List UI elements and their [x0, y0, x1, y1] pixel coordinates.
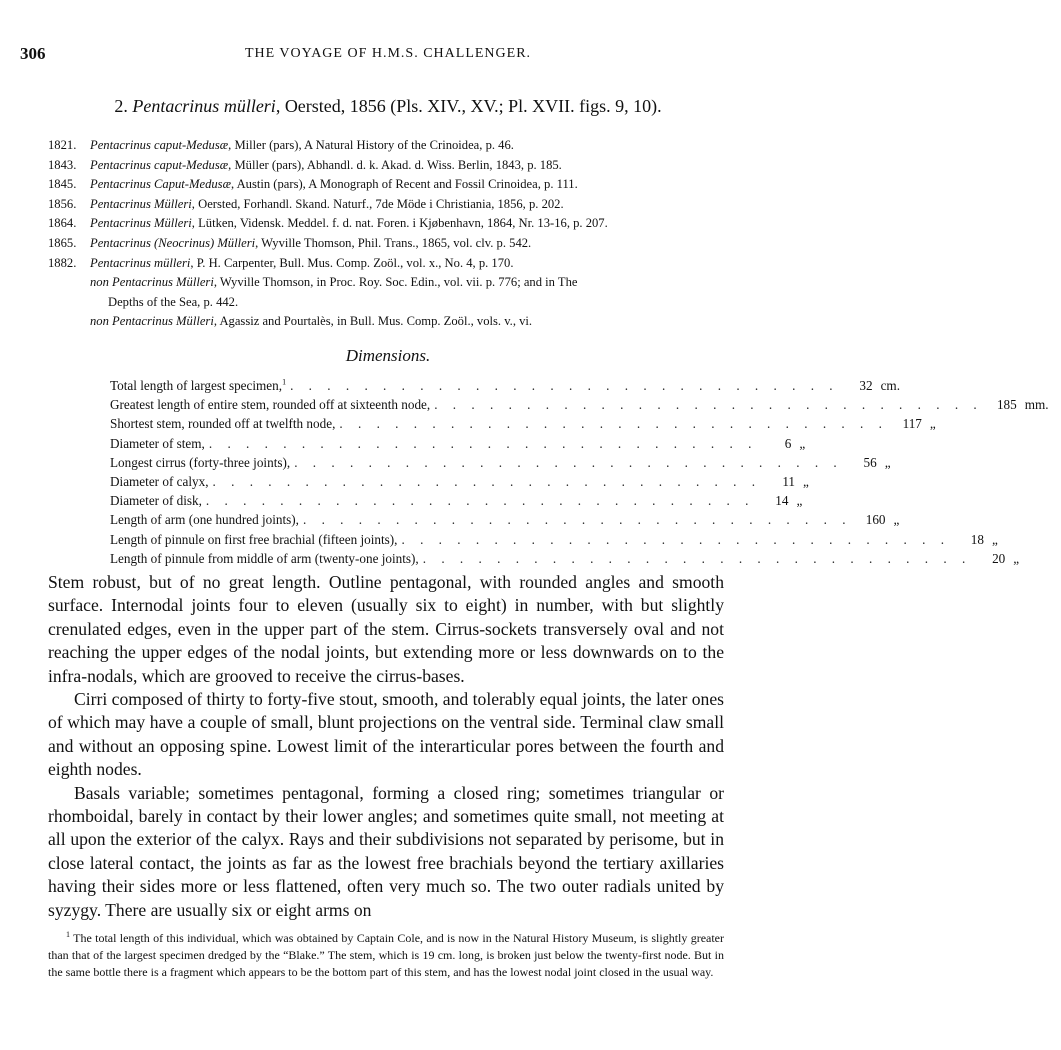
leader-dots: . . . . . . . . . . . . . . . . . . . . . . . . . . . . . . — [205, 493, 755, 509]
dimension-label: Longest cirrus (forty-three joints), — [110, 454, 291, 470]
leader-dots: . . . . . . . . . . . . . . . . . . . . . . . . . . . . . . — [401, 531, 950, 547]
synonymy-entry — [48, 156, 748, 176]
dimension-row — [110, 414, 936, 433]
synonymy-year: 1821. — [48, 138, 77, 152]
dimension-label: Diameter of disk, — [110, 493, 202, 509]
dimension-unit: „ — [929, 416, 936, 432]
dimension-value: 160 — [865, 512, 886, 528]
dimension-row — [110, 395, 1049, 414]
synonymy-taxon: Pentacrinus Mülleri — [90, 216, 192, 231]
running-head: THE VOYAGE OF H.M.S. CHALLENGER. — [244, 46, 532, 61]
dimension-label: Length of pinnule on first free brachial (fifteen joints), — [110, 531, 398, 547]
synonymy-list — [48, 136, 748, 332]
synonymy-reference-continued: Depths of the Sea, p. 442. — [108, 294, 239, 309]
species-name: Pentacrinus mülleri — [132, 96, 276, 116]
synonymy-taxon: Pentacrinus (Neocrinus) Mülleri — [90, 235, 256, 250]
synonymy-taxon: Pentacrinus caput-Medusæ — [90, 138, 229, 152]
synonymy-taxon: Pentacrinus caput-Medusæ — [90, 157, 229, 172]
dimension-unit: „ — [803, 474, 809, 490]
synonymy-taxon: Pentacrinus mülleri — [90, 255, 191, 270]
dimension-unit: „ — [799, 435, 806, 451]
synonymy-entry — [48, 234, 748, 254]
synonymy-year: 1845. — [48, 177, 77, 192]
synonymy-reference: , Müller (pars), Abhandl. d. k. Akad. d. Wiss. Berlin, 1843, p. 185. — [228, 157, 562, 172]
footnote — [48, 930, 724, 981]
dimension-row — [110, 549, 1020, 568]
synonymy-reference: , Miller (pars), A Natural History of the Crinoidea, p. 46. — [228, 138, 514, 152]
dimension-value: 32 — [859, 378, 873, 393]
non-prefix: non — [90, 275, 113, 290]
synonymy-entry — [48, 136, 748, 156]
dimension-value: 56 — [863, 454, 877, 470]
dimension-label: Length of arm (one hundred joints), — [110, 512, 299, 528]
dimension-value: 18 — [970, 531, 984, 547]
synonymy-reference: , Austin (pars), A Monograph of Recent and Fossil Crinoidea, p. 111. — [230, 177, 578, 192]
dimension-unit: mm. — [1024, 397, 1049, 413]
dimension-unit: „ — [991, 531, 998, 547]
dimension-value: 20 — [992, 550, 1006, 566]
synonymy-reference: , Lütken, Vidensk. Meddel. f. d. nat. Foren. i Kjøbenhavn, 1864, Nr. 13-16, p. 207. — [191, 216, 608, 231]
dimension-label: Diameter of calyx, — [110, 474, 209, 490]
dimension-label: Greatest length of entire stem, rounded off at sixteenth node, — [110, 397, 431, 413]
leader-dots: . . . . . . . . . . . . . . . . . . . . . . . . . . . . . . — [302, 512, 852, 528]
dimension-value: 117 — [902, 416, 922, 432]
synonymy-year: 1882. — [48, 255, 77, 270]
dimension-value: 185 — [996, 397, 1017, 413]
dimension-unit: „ — [884, 454, 891, 470]
dimensions-table — [110, 376, 1049, 568]
synonymy-entry — [48, 195, 748, 215]
synonymy-taxon: Pentacrinus Mülleri — [90, 196, 192, 211]
synonymy-entry — [48, 214, 748, 234]
leader-dots: . . . . . . . . . . . . . . . . . . . . . . . . . . . . . . — [434, 397, 983, 413]
synonymy-reference: , Agassiz and Pourtalès, in Bull. Mus. Comp. Zoöl., vols. v., vi. — [213, 314, 533, 329]
dimension-row — [110, 453, 891, 472]
species-authority: , Oersted, 1856 (Pls. XIV., XV.; Pl. XVII. figs. 9, 10). — [275, 96, 662, 116]
synonymy-reference: , Oersted, Forhandl. Skand. Naturf., 7de Möde i Christiania, 1856, p. 202. — [191, 196, 564, 211]
synonymy-entry — [48, 254, 748, 274]
body-paragraph: Stem robust, but of no great length. Outline pentagonal, with rounded angles and smooth surface. Internodal joints four to eleven (usually six to eight) in number, with but slightly crenulated edges, even in the upper part of the stem. Cirrus-sockets transversely oval and not reaching the upper edges of the nodal joints, but extending more or less downwards on to the infra-nodals, which are grooved to receive the cirrus-bases. — [48, 572, 724, 686]
dimension-unit: „ — [796, 493, 803, 509]
leader-dots: . . . . . . . . . . . . . . . . . . . . . . . . . . . . . . — [422, 550, 972, 566]
synonymy-year: 1856. — [48, 196, 77, 211]
dimension-unit: cm. — [880, 378, 900, 393]
synonymy-year: 1864. — [48, 216, 77, 231]
body-paragraph: Cirri composed of thirty to forty-five stout, smooth, and tolerably equal joints, the later ones of which may have a couple of small, blunt projections on the ventral side. Terminal claw small and without an opposing spine. Lowest limit of the interarticular pores between the fourth and eighth nodes. — [48, 689, 724, 780]
synonymy-reference: , Wyville Thomson, Phil. Trans., 1865, vol. clv. p. 542. — [255, 235, 532, 250]
synonymy-taxon: Pentacrinus Mülleri — [112, 275, 214, 290]
dimension-row — [110, 434, 806, 453]
dimension-row — [110, 530, 998, 549]
dimension-label: Diameter of stem, — [110, 435, 205, 451]
dimension-value: 11 — [782, 474, 796, 490]
leader-dots: . . . . . . . . . . . . . . . . . . . . . . . . . . . . . . — [208, 435, 758, 451]
synonymy-non-entry — [48, 273, 748, 312]
dimension-label: Length of pinnule from middle of arm (twenty-one joints), — [110, 550, 419, 566]
leader-dots: . . . . . . . . . . . . . . . . . . . . . . . . . . . . . . — [339, 416, 888, 432]
dimension-unit: „ — [893, 512, 900, 528]
footnote-marker: 1 — [282, 377, 287, 387]
synonymy-year: 1843. — [48, 157, 77, 172]
page-number: 306 — [20, 44, 46, 63]
dimension-row — [110, 491, 803, 510]
footnote-text: The total length of this individual, which was obtained by Captain Cole, and is now in the Natural History Museum, is slightly greater than that of the largest specimen dredged by the “Blake.” The stem, which is 19 cm. long, is broken just below the twenty-first node. But in the same bottle there is a fragment which appears to be the bottom part of this stem, and has the lowest nodal joint closed in the usual way. — [48, 931, 724, 979]
dimensions-title: Dimensions. — [345, 346, 431, 365]
synonymy-non-entry — [48, 312, 748, 332]
synonymy-taxon: Pentacrinus Mülleri — [112, 314, 214, 329]
leader-dots: . . . . . . . . . . . . . . . . . . . . . . . . . . . . . . — [294, 454, 843, 470]
dimension-label: Shortest stem, rounded off at twelfth node, — [110, 416, 336, 432]
body-text — [48, 571, 724, 922]
synonymy-entry — [48, 175, 748, 195]
dimension-row — [110, 510, 900, 529]
species-number: 2. — [114, 96, 128, 116]
non-prefix: non — [90, 314, 113, 329]
dimension-value: 6 — [784, 435, 792, 451]
dimension-row — [110, 376, 900, 395]
species-heading — [0, 96, 776, 117]
synonymy-reference: , P. H. Carpenter, Bull. Mus. Comp. Zoöl., vol. x., No. 4, p. 170. — [190, 255, 514, 270]
synonymy-year: 1865. — [48, 235, 77, 250]
leader-dots: . . . . . . . . . . . . . . . . . . . . . . . . . . . . . . — [212, 474, 762, 490]
dimension-row — [110, 472, 809, 491]
footnote-marker: 1 — [66, 930, 70, 939]
leader-dots: . . . . . . . . . . . . . . . . . . . . . . . . . . . . . . — [290, 378, 839, 393]
body-paragraph: Basals variable; sometimes pentagonal, forming a closed ring; sometimes triangular or rhomboidal, barely in contact by their lower angles; and sometimes quite small, not meeting at all upon the exterior of the calyx. Rays and their subdivisions not separated by perisome, but in close lateral contact, the joints as far as the lowest free brachials beyond the tertiary axillaries having their sides more or less flattened, often very much so. The two outer radials united by syzygy. There are usually six or eight arms on — [48, 782, 724, 920]
dimension-unit: „ — [1013, 550, 1020, 566]
dimension-label: Total length of largest specimen,$^1$ — [110, 377, 287, 393]
synonymy-reference: , Wyville Thomson, in Proc. Roy. Soc. Edin., vol. vii. p. 776; and in The — [213, 275, 578, 290]
synonymy-taxon: Pentacrinus Caput-Medusæ — [90, 177, 231, 192]
dimension-value: 14 — [775, 493, 789, 509]
